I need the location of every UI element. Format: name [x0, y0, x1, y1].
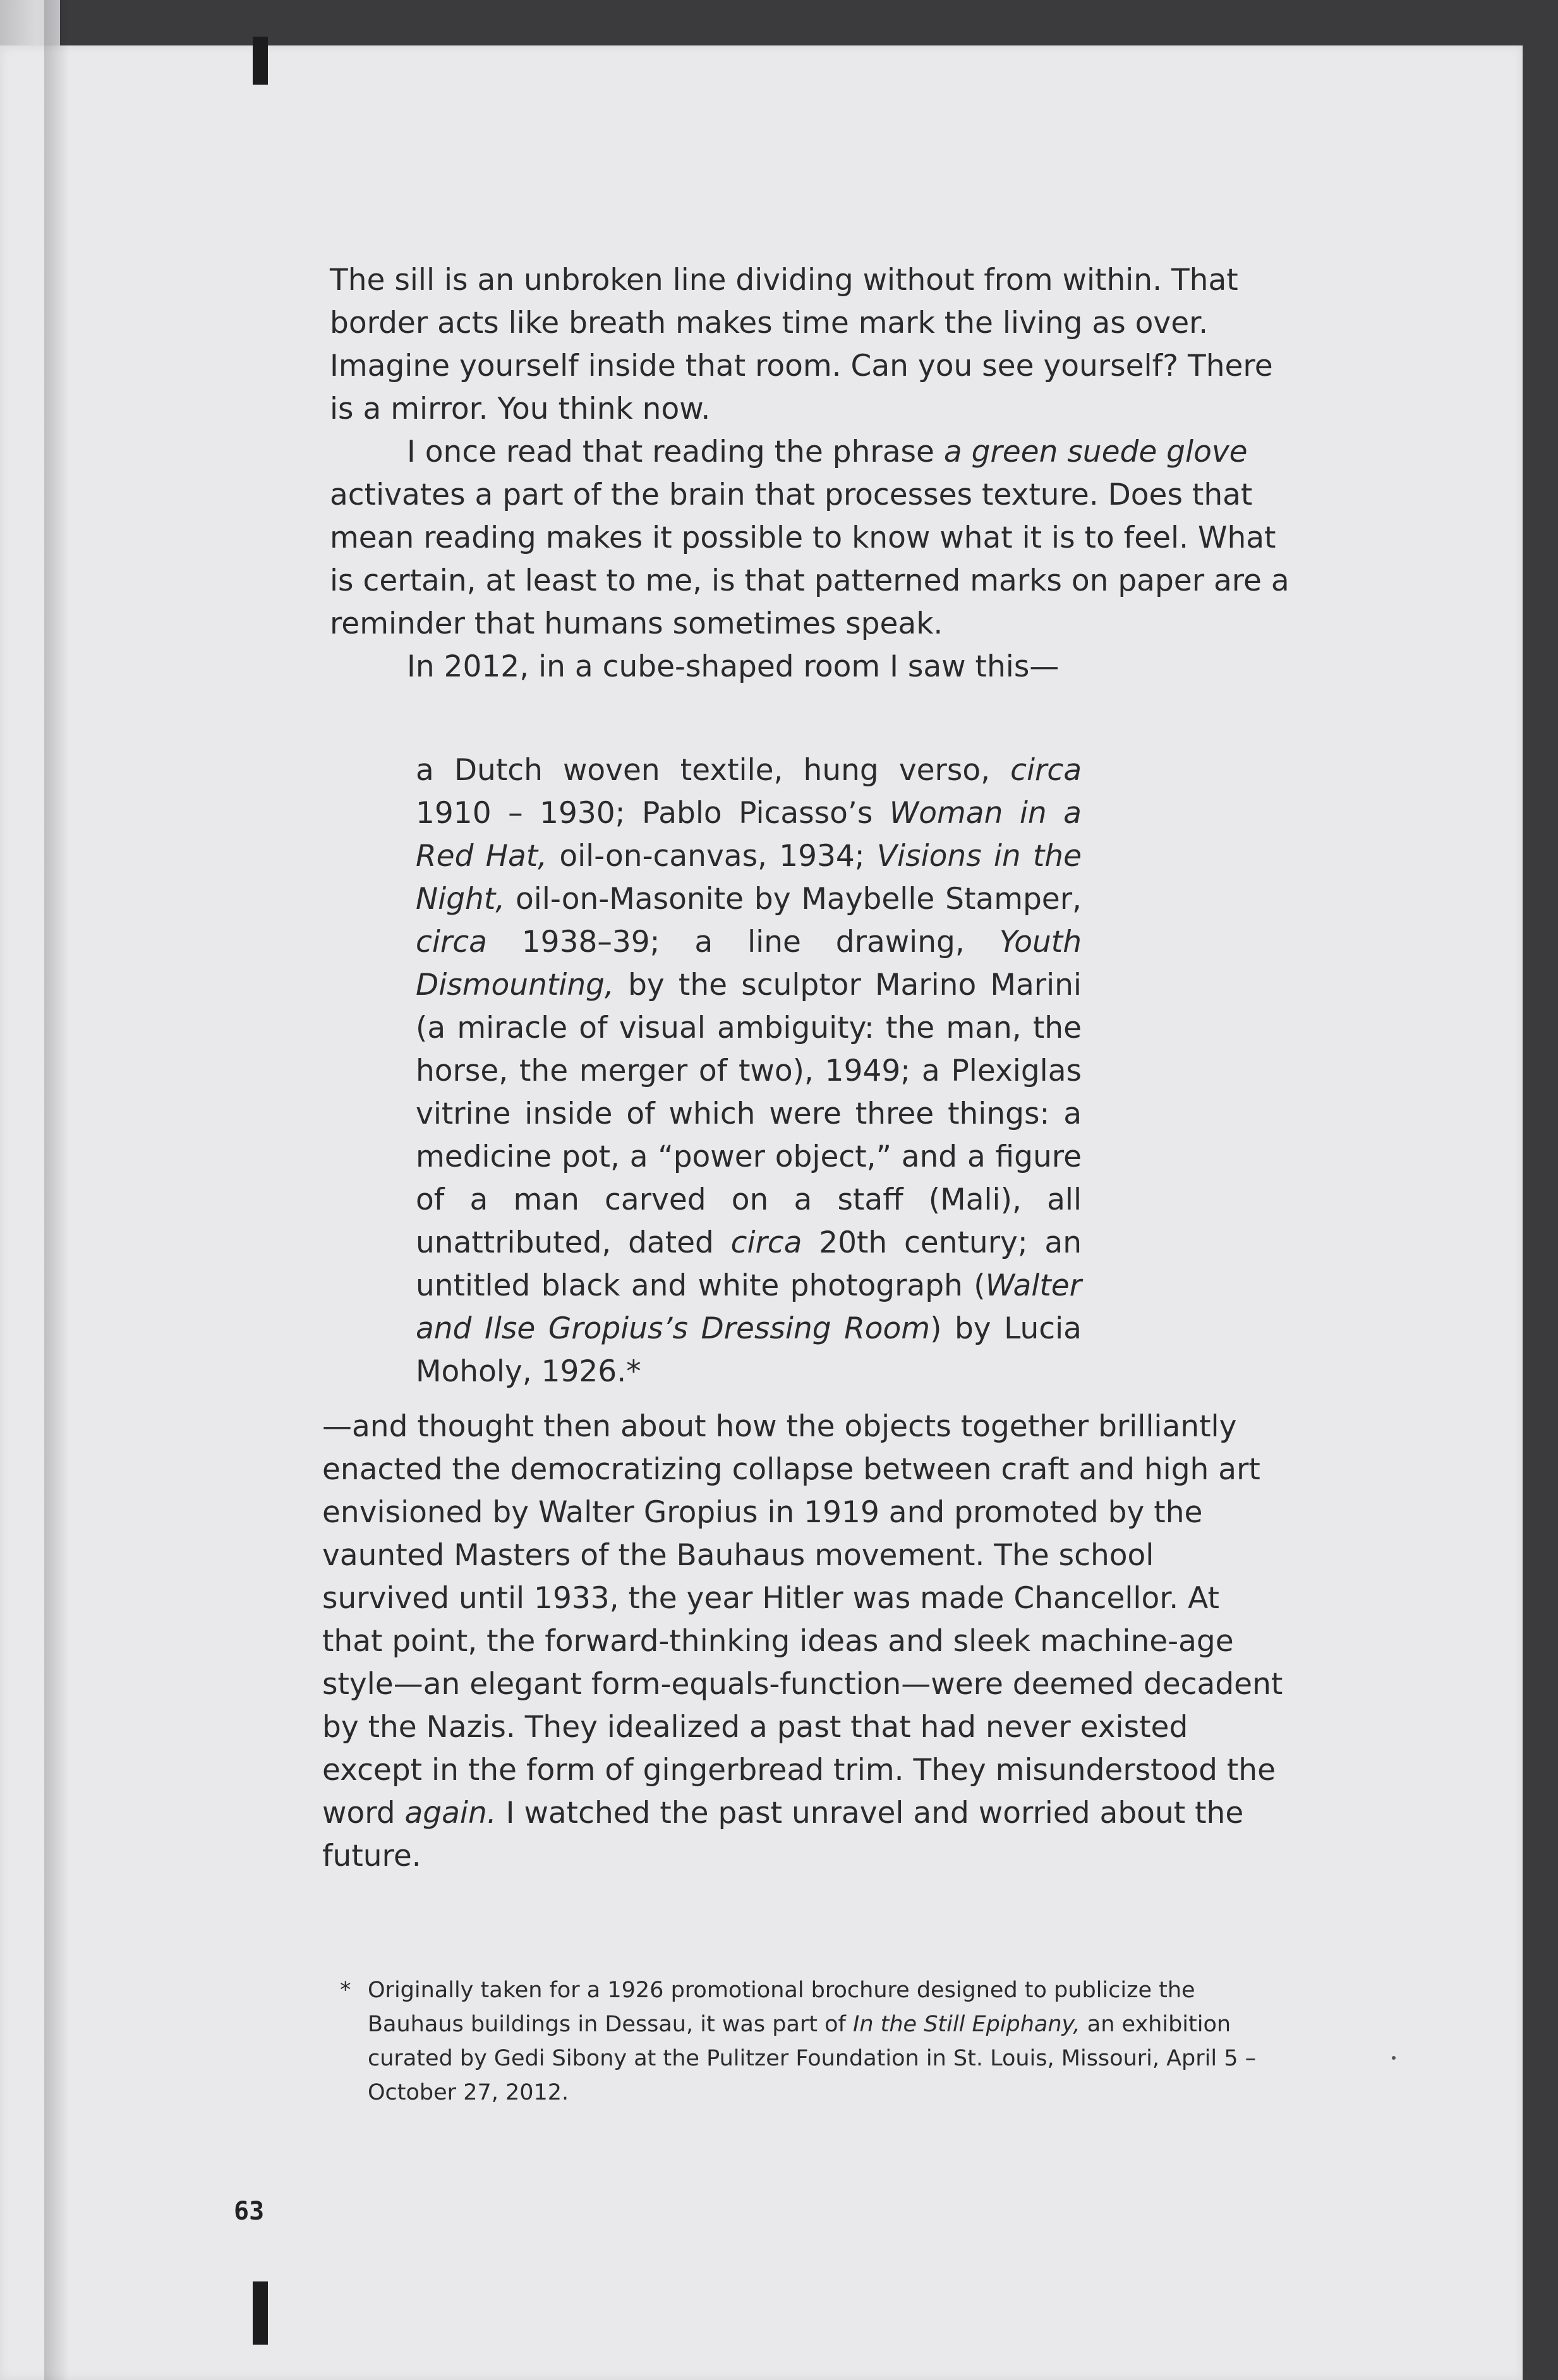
italic-run: Walter and Ilse Gropius’s Dressing Room — [416, 1268, 1082, 1346]
gutter-shadow — [44, 0, 69, 2380]
paragraph: The sill is an unbroken line dividing without from within. That border acts like breath makes time mark the living as over. Imagine yourself inside that room. Can you see yourself? There is a mirror. You think now. — [330, 263, 1273, 426]
artwork-list-paragraph: a Dutch woven textile, hung verso, circa 1910 – 1930; Pablo Picasso’s Woman in a Red Hat, oil-on-canvas, 1934; Visions in the Night, oil-on-Masonite by Maybelle Stamper, circa 1938–39; a line drawing, Youth Dismounting, by the sculptor Marino Marini (a miracle of visual ambiguity: the man, the horse, the merger of two), 1949; a Plexiglas vitrine inside of which were three things: a medicine pot, a “power object,” and a figure of a man carved on a staff (Mali), all unattributed, dated circa 20th century; an untitled black and white photograph (Walter and Ilse Gropius’s Dressing Room) by Lucia Moholy, 1926.* — [416, 753, 1082, 1389]
artwork-list-block — [416, 749, 1082, 1393]
italic-run: Visions in the Night, — [416, 839, 1082, 917]
italic-run: Youth Dismounting, — [416, 925, 1082, 1002]
paragraph: —and thought then about how the objects together brilliantly enacted the democratizing collapse between craft and high art envisioned by Walter Gropius in 1919 and promoted by the vaunted Masters of the Bauhaus movement. The school survived until 1933, the year Hitler was made Chancellor. At that point, the forward-thinking ideas and sleek machine-age style—an elegant form-equals-function—were deemed decadent by the Nazis. They idealized a past that had never existed except in the form of gingerbread trim. They misunderstood the word again. I watched the past unravel and worried about the future. — [322, 1409, 1283, 1873]
italic-run: circa — [1010, 753, 1082, 788]
crop-mark-bottom — [253, 2281, 268, 2345]
crop-mark-top — [253, 37, 268, 85]
italic-run: circa — [730, 1225, 802, 1260]
body-text-top — [330, 259, 1290, 688]
page-number: 63 — [234, 2197, 265, 2226]
italic-run: again. — [404, 1796, 497, 1830]
body-text-bottom — [322, 1405, 1286, 1878]
italic-run: Woman in a Red Hat, — [416, 796, 1082, 874]
footnote — [340, 1973, 1275, 2110]
page-speck — [1392, 2056, 1396, 2060]
italic-run: a green suede glove — [943, 435, 1248, 469]
paragraph: I once read that reading the phrase a green suede glove activates a part of the brain that processes texture. Does that mean reading makes it possible to know what it is to feel. What is certain, at least to me, is that patterned marks on paper are a reminder that humans sometimes speak. — [330, 435, 1289, 641]
paragraph: In 2012, in a cube-shaped room I saw this— — [407, 649, 1060, 684]
italic-run: In the Still Epiphany, — [853, 2012, 1080, 2037]
footnote-text: Originally taken for a 1926 promotional brochure designed to publicize the Bauhaus buildings in Dessau, it was part of In the Still Epiphany, an exhibition curated by Gedi Sibony at the Pulitzer Foundation in St. Louis, Missouri, April 5 – October 27, 2012. — [368, 1978, 1257, 2105]
italic-run: circa — [416, 925, 487, 959]
footnote-marker: * — [340, 1978, 351, 2003]
